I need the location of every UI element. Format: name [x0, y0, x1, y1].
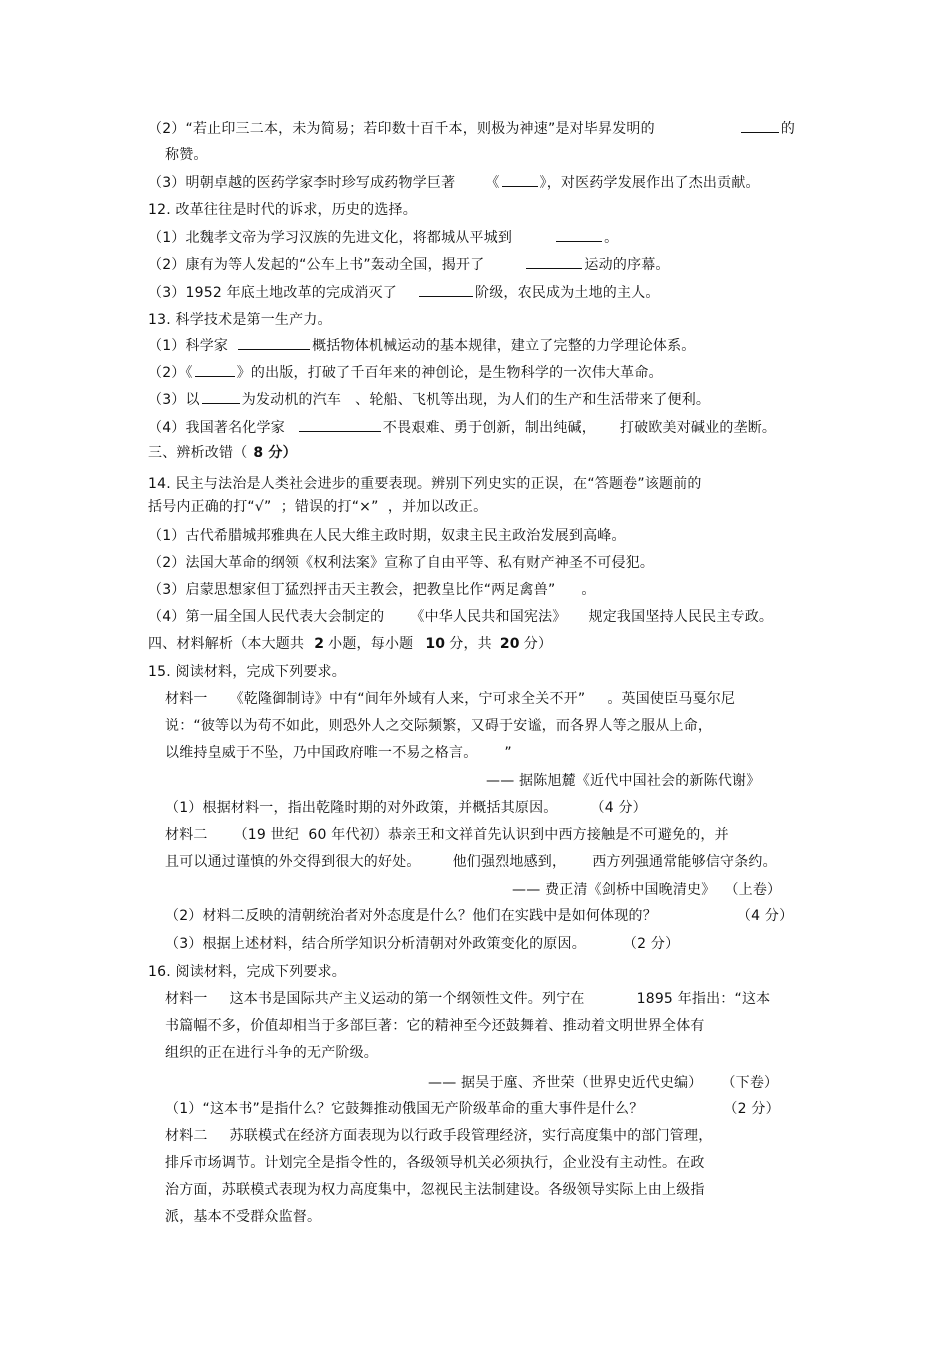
q16-stem: 16. 阅读材料，完成下列要求。: [148, 964, 346, 980]
q13-item-1: [148, 335, 696, 356]
q15-material-1-label: 材料一: [165, 691, 208, 707]
q13-item-1-suffix: 概括物体机械运动的基本规律，建立了完整的力学理论体系。: [312, 338, 696, 354]
q13-item-3-text: （3）以: [148, 392, 200, 408]
q13-item-3: [148, 389, 710, 410]
q12-item-2: [148, 254, 670, 275]
q15-material-1-text3: 以维持皇威于不坠，乃中国政府唯一不易之格言。: [165, 745, 471, 761]
q16-source-1: [428, 1073, 778, 1093]
q15-material-1-line3: [165, 743, 512, 763]
q15-req-2-text: （2）材料二反映的清朝统治者对外态度是什么？他们在实践中是如何体现的？: [165, 908, 657, 924]
q12-item-2-suffix: 运动的序幕。: [584, 257, 670, 273]
q12-item-1: [148, 227, 618, 248]
q16-req-1-text: （1）“这本书”是指什么？它鼓舞推动俄国无产阶级革命的重大事件是什么？: [165, 1101, 644, 1117]
section-4-each: 10: [425, 636, 446, 652]
section-4-text-e: 分，共: [449, 636, 492, 652]
q13-item-2-suffix: 》的出版，打破了千百年来的神创论，是生物科学的一次伟大革命。: [236, 365, 663, 381]
q11-item-2-text: （2）“若止印三二本，未为简易；若印数十百千本，则极为神速”是对毕昇发明的: [148, 121, 655, 137]
q12-stem: 12. 改革往往是时代的诉求，历史的选择。: [148, 202, 417, 218]
q15-source-1: —— 据陈旭麓《近代中国社会的新陈代谢》: [486, 773, 761, 789]
section-4-count: 2: [314, 636, 325, 652]
q16-material-1-line2: 书篇幅不多，价值却相当于多部巨著：它的精神至今还鼓舞着、推动着文明世界全体有: [165, 1018, 705, 1034]
q15-source-2-vol: （上卷）: [731, 882, 782, 898]
q15-material-2-line2: [165, 852, 777, 872]
q15-material-2-text4: 西方列强通常能够信守条约。: [592, 854, 777, 870]
q15-source-2: [512, 880, 781, 900]
q15-material-1-line1: [165, 689, 735, 709]
answer-blank[interactable]: [419, 282, 473, 297]
section-3-heading: [148, 443, 297, 463]
q12-item-3: [148, 282, 660, 303]
q11-item-3: [148, 172, 760, 193]
q15-source-2-text: —— 费正清《剑桥中国晚清史》: [512, 882, 716, 898]
q13-item-3-mid: 为发动机的汽车: [241, 392, 342, 408]
section-3-title: 三、辨析改错（: [148, 445, 248, 461]
q16-source-1-vol: （下卷）: [728, 1075, 779, 1091]
section-3-score: 8 分）: [253, 445, 297, 461]
section-4-title: 四、材料解析（本大题共: [148, 636, 305, 652]
section-4-text-g: 分）: [523, 636, 553, 652]
answer-blank[interactable]: [556, 227, 602, 242]
q14-stem-line2: 括号内正确的打“√” ；错误的打“×” ，并加以改正。: [148, 499, 488, 515]
q15-material-1-close: ”: [504, 745, 512, 761]
q14-item-4-suffix: 规定我国坚持人民民主专政。: [588, 609, 774, 625]
q16-material-1-text: 这本书是国际共产主义运动的第一个纲领性文件。列宁在: [229, 991, 585, 1007]
q14-item-4-text: （4）第一届全国人民代表大会制定的: [148, 609, 385, 625]
q13-item-4: [148, 417, 776, 438]
section-4-total: 20: [499, 636, 520, 652]
q15-req-2-score: （4 分）: [736, 908, 794, 924]
q16-material-1-line3: 组织的正在进行斗争的无产阶级。: [165, 1045, 378, 1061]
q16-material-2-line1: [165, 1126, 712, 1146]
q11-item-2-line1: [148, 118, 795, 139]
q11-item-3-suffix: 》，对医药学发展作出了杰出贡献。: [539, 175, 760, 191]
q15-req-1-score: （4 分）: [597, 800, 647, 816]
section-4-text-c: 小题，每小题: [328, 636, 414, 652]
q15-material-2-line1: [165, 825, 729, 845]
q15-material-2-text: （19 世纪 60 年代初）恭亲王和文祥首先认识到中西方接触是不可避免的，并: [233, 827, 729, 843]
q14-item-2: （2）法国大革命的纲领《权利法案》宣称了自由平等、私有财产神圣不可侵犯。: [148, 555, 655, 571]
q16-material-2-text: 苏联模式在经济方面表现为以行政手段管理经济，实行高度集中的部门管理，: [229, 1128, 713, 1144]
q16-material-2-label: 材料二: [165, 1128, 208, 1144]
q15-req-1-text: （1）根据材料一，指出乾隆时期的对外政策，并概括其原因。: [165, 800, 558, 816]
q15-req-3: [165, 934, 679, 954]
q15-material-2-text3: 他们强烈地感到，: [452, 854, 567, 870]
q14-item-4-title: 《中华人民共和国宪法》: [410, 609, 567, 625]
q15-req-3-score: （2 分）: [629, 936, 680, 952]
q15-material-1-line2: 说：“彼等以为苟不如此，则恐外人之交际频繁，又碍于安谧，而各界人等之服从上命，: [165, 718, 713, 734]
answer-blank[interactable]: [299, 417, 381, 432]
q15-req-2: [165, 906, 793, 926]
q13-item-4-mid: 不畏艰难、勇于创新，制出纯碱，: [382, 420, 596, 436]
section-4-heading: [148, 634, 552, 654]
q11-item-2-line2: 称赞。: [165, 147, 208, 163]
q16-material-2-line4: 派，基本不受群众监督。: [165, 1209, 322, 1225]
answer-blank[interactable]: [741, 118, 779, 133]
q15-req-3-text: （3）根据上述材料，结合所学知识分析清朝对外政策变化的原因。: [165, 936, 586, 952]
q14-item-4: [148, 607, 773, 627]
q16-material-1-tail: 1895 年指出：“这本: [636, 991, 771, 1007]
q13-item-4-suffix: 打破欧美对碱业的垄断。: [619, 420, 777, 436]
q12-item-1-suffix: 。: [604, 230, 619, 246]
q13-stem: 13. 科学技术是第一生产力。: [148, 312, 332, 328]
q12-item-3-text: （3）1952 年底土地改革的完成消灭了: [148, 285, 397, 301]
q16-material-2-line2: 排斥市场调节。计划完全是指令性的，各级领导机关必须执行，企业没有主动性。在政: [165, 1155, 705, 1171]
q16-material-2-line3: 治方面，苏联模式表现为权力高度集中，忽视民主法制建设。各级领导实际上由上级指: [165, 1182, 705, 1198]
answer-blank[interactable]: [238, 335, 310, 350]
answer-blank[interactable]: [202, 389, 240, 404]
q16-source-1-text: —— 据吴于廑、齐世荣（世界史近代史编）: [428, 1075, 703, 1091]
answer-blank[interactable]: [195, 362, 235, 377]
q15-material-1-tail: 。英国使臣马戛尔尼: [607, 691, 736, 707]
q15-req-1: [165, 798, 647, 818]
q16-material-1-label: 材料一: [165, 991, 208, 1007]
answer-blank[interactable]: [526, 254, 582, 269]
q14-item-3-suffix: 。: [581, 582, 596, 598]
q14-item-3: [148, 580, 596, 600]
q11-item-3-text: （3）明朝卓越的医药学家李时珍写成药物学巨著: [148, 175, 456, 191]
q13-item-3-suffix: 、轮船、飞机等出现，为人们的生产和生活带来了便利。: [355, 392, 711, 408]
q13-item-2: [148, 362, 663, 383]
q14-item-3-text: （3）启蒙思想家但丁猛烈抨击天主教会，把教皇比作“两足禽兽”: [148, 582, 556, 598]
q12-item-2-text: （2）康有为等人发起的“公车上书”轰动全国，揭开了: [148, 257, 485, 273]
q13-item-1-text: （1）科学家: [148, 338, 229, 354]
q16-req-1-score: （2 分）: [723, 1101, 780, 1117]
q16-material-1-line1: [165, 989, 770, 1009]
q15-material-2-label: 材料二: [165, 827, 208, 843]
q14-item-1: （1）古代希腊城邦雅典在人民大维主政时期，奴隶主民主政治发展到高峰。: [148, 528, 626, 544]
q14-stem-line1: 14. 民主与法治是人类社会进步的重要表现。辨别下列史实的正误，在“答题卷”该题前的: [148, 476, 702, 492]
q11-item-2-suffix: 的: [780, 121, 796, 137]
q11-item-3-open: 《: [485, 175, 500, 191]
q15-stem: 15. 阅读材料，完成下列要求。: [148, 664, 346, 680]
q12-item-3-suffix: 阶级，农民成为土地的主人。: [475, 285, 660, 301]
q13-item-4-text: （4）我国著名化学家: [148, 420, 285, 436]
answer-blank[interactable]: [502, 172, 538, 187]
q13-item-2-text: （2）《: [148, 365, 193, 381]
q15-material-1-text: 《乾隆御制诗》中有“间年外域有人来，宁可求全关不开”: [229, 691, 586, 707]
q16-req-1: [165, 1099, 780, 1119]
q15-material-2-text2: 且可以通过谨慎的外交得到很大的好处。: [165, 854, 421, 870]
q12-item-1-text: （1）北魏孝文帝为学习汉族的先进文化，将都城从平城到: [148, 230, 513, 246]
